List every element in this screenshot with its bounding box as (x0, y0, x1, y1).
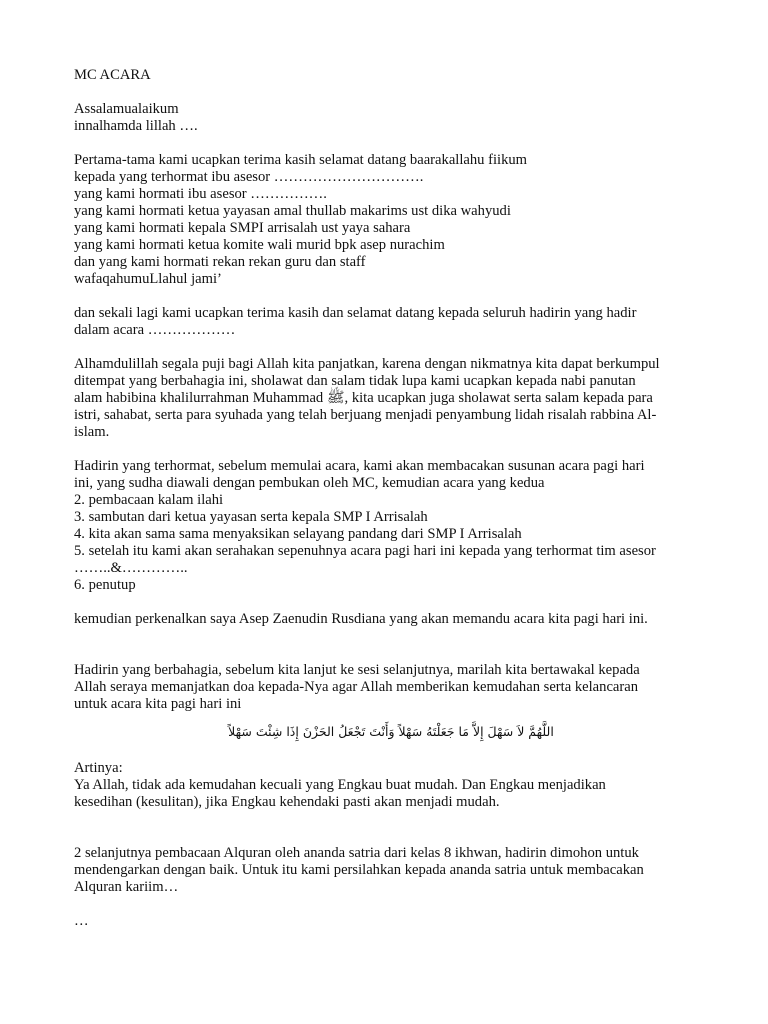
quran-reading-line: 2 selanjutnya pembacaan Alquran oleh ananda satria dari kelas 8 ikhwan, hadirin dimohon untuk (74, 845, 639, 861)
document-title: MC ACARA (74, 67, 151, 83)
praise-section (74, 356, 704, 441)
prayer-arabic: اللَّهُمَّ لاَ سَهْلَ إِلاَّ مَا جَعَلْتَهُ سَهْلاً وَأَنْتَ تَجْعَلُ الحَزْنَ إِذَا شِئْتَ سَهْلاً (228, 724, 554, 739)
meaning-line: Ya Allah, tidak ada kemudahan kecuali yang Engkau buat mudah. Dan Engkau menjadikan (74, 777, 606, 793)
agenda-item: 6. penutup (74, 577, 136, 593)
meaning-section (74, 760, 704, 811)
greeting-line: yang kami hormati ibu asesor ……………. (74, 186, 327, 202)
greeting-line: kepada yang terhormat ibu asesor …………………………. (74, 169, 424, 185)
prayer-intro-line: untuk acara kita pagi hari ini (74, 696, 242, 712)
agenda-item: ……..&………….. (74, 560, 188, 576)
agenda-item: 3. sambutan dari ketua yayasan serta kepala SMP I Arrisalah (74, 509, 428, 525)
praise-line: Alhamdulillah segala puji bagi Allah kita panjatkan, karena dengan nikmatnya kita dapat berkumpul (74, 356, 660, 372)
agenda-line: ini, yang sudha diawali dengan pembukan oleh MC, kemudian acara yang kedua (74, 475, 545, 491)
greeting-line: yang kami hormati ketua komite wali murid bpk asep nurachim (74, 237, 445, 253)
praise-line: alam habibina khalilurrahman Muhammad ﷺ, kita ucapkan juga sholawat serta salam kepada para (74, 390, 653, 406)
agenda-item: 5. setelah itu kami akan serahakan sepenuhnya acara pagi hari ini kepada yang terhormat tim asesor (74, 543, 656, 559)
opening-line: Assalamualaikum (74, 101, 179, 117)
greeting-line: yang kami hormati kepala SMPI arrisalah ust yaya sahara (74, 220, 411, 236)
document-body (74, 67, 704, 930)
praise-line: ditempat yang berbahagia ini, sholawat dan salam tidak lupa kami ucapkan kepada nabi panutan (74, 373, 636, 389)
greeting-line: yang kami hormati ketua yayasan amal thullab makarims ust dika wahyudi (74, 203, 511, 219)
agenda-section (74, 458, 704, 594)
opening-section (74, 101, 704, 135)
introduction-line: kemudian perkenalkan saya Asep Zaenudin Rusdiana yang akan memandu acara kita pagi hari ini. (74, 611, 648, 627)
closing-ellipsis: … (74, 913, 89, 929)
agenda-line: Hadirin yang terhormat, sebelum memulai acara, kami akan membacakan susunan acara pagi hari (74, 458, 645, 474)
greetings-section (74, 152, 704, 288)
praise-line: istri, sahabat, serta para syuhada yang telah berjuang menjadi penyambung lidah risalah rabbina Al- (74, 407, 657, 423)
prayer-intro-line: Allah seraya memanjatkan doa kepada-Nya agar Allah memberikan kemudahan serta kelancaran (74, 679, 639, 695)
agenda-item: 4. kita akan sama sama menyaksikan selayang pandang dari SMP I Arrisalah (74, 526, 522, 542)
opening-line: innalhamda lillah …. (74, 118, 198, 134)
meaning-label: Artinya: (74, 760, 123, 776)
praise-line: islam. (74, 424, 110, 440)
welcome-line: dan sekali lagi kami ucapkan terima kasih dan selamat datang kepada seluruh hadirin yang hadir (74, 305, 637, 321)
prayer-intro-section (74, 662, 704, 713)
welcome-section (74, 305, 704, 339)
greeting-line: Pertama-tama kami ucapkan terima kasih selamat datang baarakallahu fiikum (74, 152, 528, 168)
meaning-line: kesedihan (kesulitan), jika Engkau kehendaki pasti akan menjadi mudah. (74, 794, 500, 810)
quran-reading-line: Alquran kariim… (74, 879, 179, 895)
greeting-line: wafaqahumuLlahul jami’ (74, 271, 222, 287)
agenda-item: 2. pembacaan kalam ilahi (74, 492, 224, 508)
quran-reading-line: mendengarkan dengan baik. Untuk itu kami persilahkan kepada ananda satria untuk membacakan (74, 862, 644, 878)
quran-reading-section (74, 845, 704, 896)
prayer-intro-line: Hadirin yang berbahagia, sebelum kita lanjut ke sesi selanjutnya, marilah kita bertawakal kepada (74, 662, 640, 678)
welcome-line: dalam acara ……………… (74, 322, 236, 338)
greeting-line: dan yang kami hormati rekan rekan guru dan staff (74, 254, 366, 270)
